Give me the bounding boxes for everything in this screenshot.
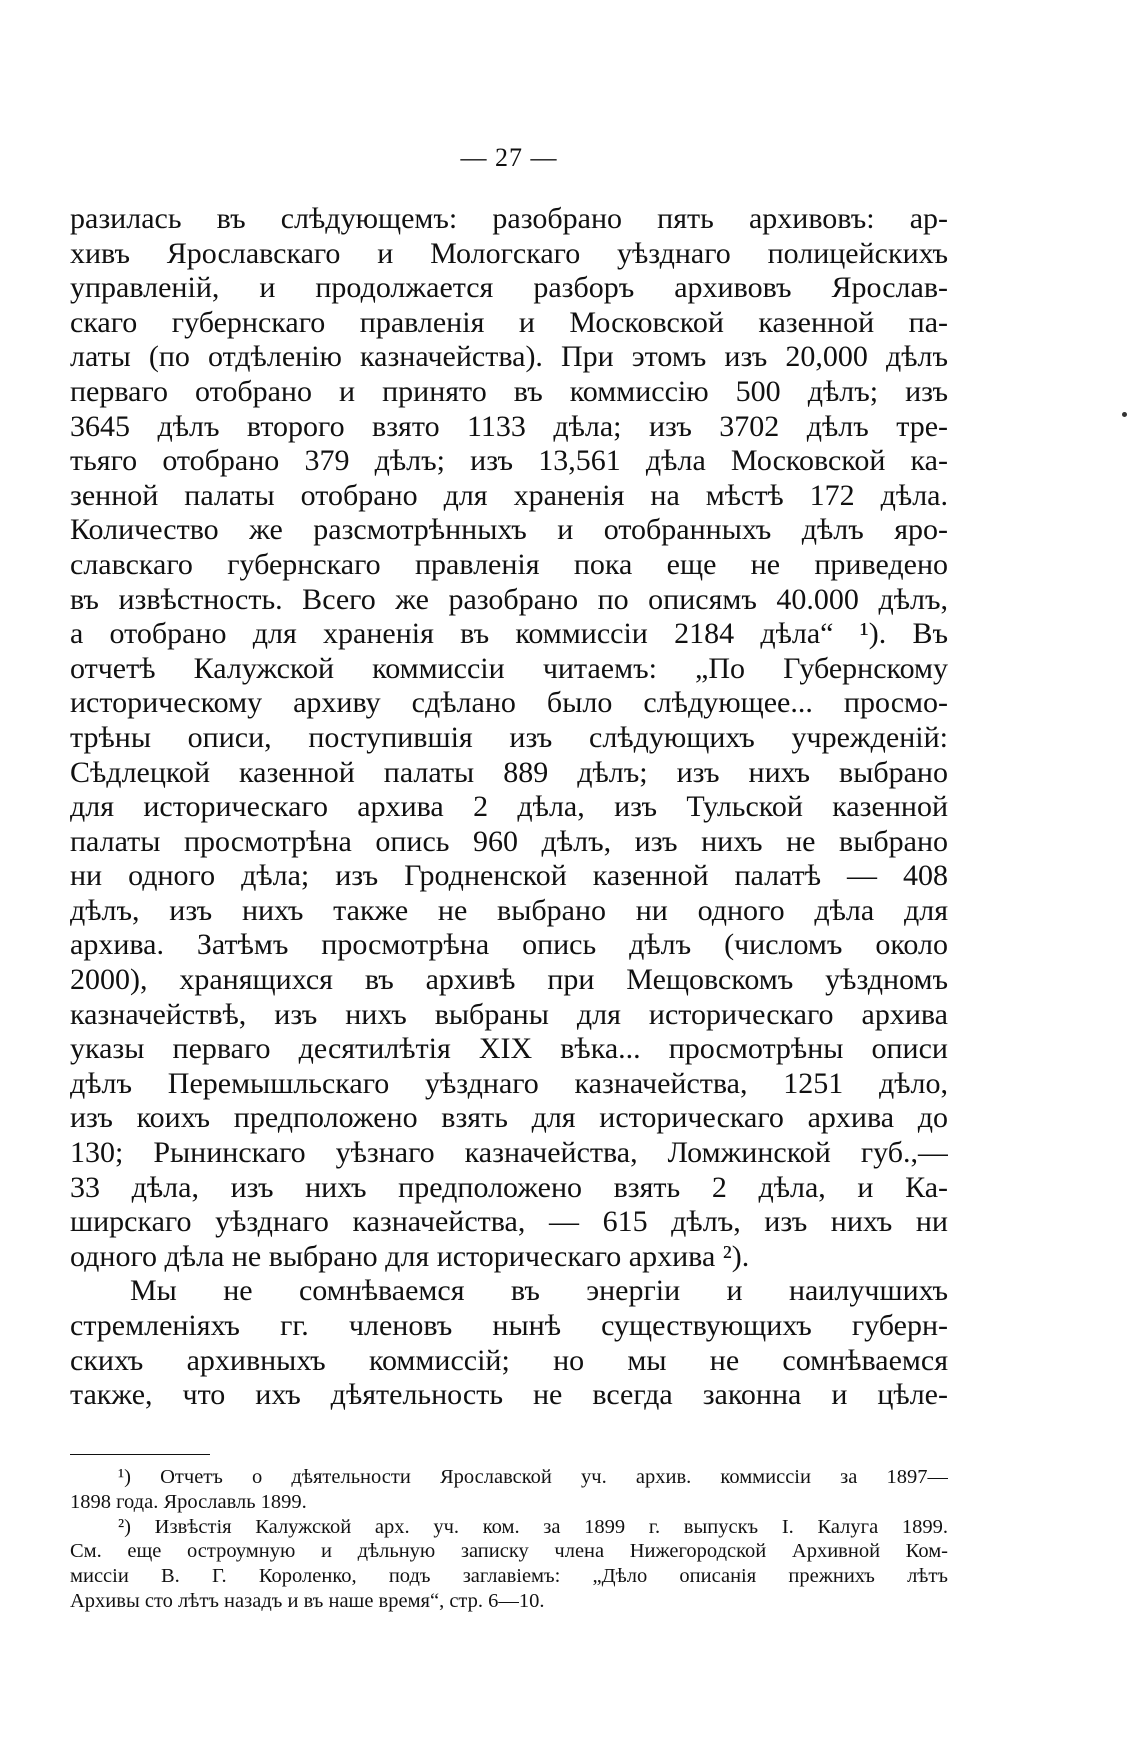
scan-speck [1122, 412, 1127, 417]
footnote-line: миссіи В. Г. Короленко, подъ заглавіемъ: „Дѣло описанія прежнихъ лѣтъ [70, 1565, 948, 1588]
text-line: одного дѣла не выбрано для историческаго архива ²). [70, 1239, 750, 1273]
text-line: скихъ архивныхъ коммиссій; но мы не сомнѣваемся [70, 1343, 948, 1377]
text-line: казначействѣ, изъ нихъ выбраны для историческаго архива [70, 997, 948, 1031]
text-line: ни одного дѣла; изъ Гродненской казенной палатѣ — 408 [70, 859, 948, 893]
footnote-line: ²) Извѣстія Калужской арх. уч. ком. за 1899 г. выпускъ I. Калуга 1899. [118, 1515, 948, 1538]
footnote-line: ¹) Отчетъ о дѣятельности Ярославской уч. архив. коммиссіи за 1897— [118, 1466, 948, 1488]
text-line: указы перваго десятилѣтія XIX вѣка... просмотрѣны описи [70, 1032, 948, 1066]
text-line: Количество же разсмотрѣнныхъ и отобранныхъ дѣлъ яро- [70, 513, 948, 547]
text-line: дѣлъ Перемышльскаго уѣзднаго казначейства, 1251 дѣло, [70, 1066, 948, 1100]
text-line: скаго губернскаго правленія и Московской казенной па- [70, 305, 948, 339]
text-line: перваго отобрано и принято въ коммиссію 500 дѣлъ; изъ [70, 374, 948, 408]
text-line: управленій, и продолжается разборъ архивовъ Ярослав- [70, 271, 948, 305]
page-number: — 27 — [460, 143, 558, 172]
text-line: а отобрано для храненія въ коммиссіи 2184 дѣла“ ¹). Въ [70, 617, 948, 651]
text-line: Мы не сомнѣваемся въ энергіи и наилучшихъ [130, 1274, 948, 1308]
text-line: 3645 дѣлъ второго взято 1133 дѣла; изъ 3702 дѣлъ тре- [70, 409, 948, 443]
text-line: разилась въ слѣдующемъ: разобрано пять архивовъ: ар- [70, 202, 948, 235]
text-line: изъ коихъ предположено взять для историческаго архива до [70, 1101, 948, 1135]
text-line: тьяго отобрано 379 дѣлъ; изъ 13,561 дѣла Московской ка- [70, 444, 948, 478]
text-line: хивъ Ярославскаго и Мологскаго уѣзднаго полицейскихъ [70, 236, 948, 270]
text-line: 2000), хранящихся въ архивѣ при Мещовскомъ уѣздномъ [70, 963, 948, 997]
text-line: дѣлъ, изъ нихъ также не выбрано ни одного дѣла для [70, 893, 948, 927]
text-line: отчетѣ Калужской коммиссіи читаемъ: „По Губернскому [70, 651, 948, 685]
text-line: Сѣдлецкой казенной палаты 889 дѣлъ; изъ нихъ выбрано [70, 755, 948, 789]
text-line: стремленіяхъ гг. членовъ нынѣ существующихъ губерн- [70, 1309, 948, 1342]
text-line: историческому архиву сдѣлано было слѣдующее... просмо- [70, 686, 948, 720]
text-line: ширскаго уѣзднаго казначейства, — 615 дѣлъ, изъ нихъ ни [70, 1205, 948, 1239]
text-line: славскаго губернскаго правленія пока еще не приведено [70, 547, 948, 581]
body-text [70, 202, 948, 1413]
text-line: 130; Рынинскаго уѣзнаго казначейства, Ломжинской губ.,— [70, 1136, 948, 1170]
footnote-divider [70, 1454, 210, 1455]
footnote-line: См. еще остроумную и дѣльную записку члена Нижегородской Архивной Ком- [70, 1540, 948, 1563]
text-line: зенной палаты отобрано для храненія на мѣстѣ 172 дѣла. [70, 478, 948, 512]
text-line: 33 дѣла, изъ нихъ предположено взять 2 дѣла, и Ка- [70, 1170, 948, 1204]
text-line: трѣны описи, поступившія изъ слѣдующихъ учрежденій: [70, 720, 948, 754]
footnote-line: Архивы сто лѣтъ назадъ и въ наше время“, стр. 6—10. [70, 1589, 545, 1612]
text-line: для историческаго архива 2 дѣла, изъ Тульской казенной [70, 790, 948, 824]
text-line: также, что ихъ дѣятельность не всегда законна и цѣле- [70, 1378, 948, 1412]
footnote-line: 1898 года. Ярославль 1899. [70, 1490, 307, 1513]
text-line: палаты просмотрѣна опись 960 дѣлъ, изъ нихъ не выбрано [70, 824, 948, 858]
footnotes [70, 1465, 948, 1614]
text-line: архива. Затѣмъ просмотрѣна опись дѣлъ (числомъ около [70, 928, 948, 962]
text-line: латы (по отдѣленію казначейства). При этомъ изъ 20,000 дѣлъ [70, 340, 948, 374]
text-line: въ извѣстность. Всего же разобрано по описямъ 40.000 дѣлъ, [70, 582, 948, 616]
